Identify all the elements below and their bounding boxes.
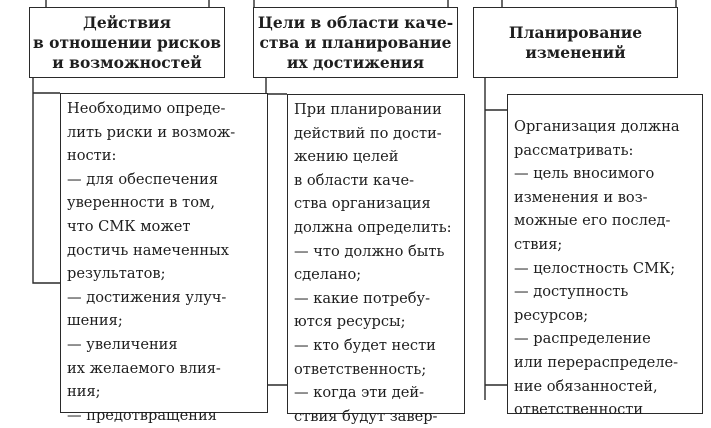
header-risks: Действия в отношении рисков и возможностей <box>29 7 225 78</box>
body-risks: Необходимо опреде- лить риски и возмож- ности: — для обеспечения уверенности в том, что СМК может достичь намеченных результатов; — достижения улуч- шения; — увеличения их желаемого влия- ния; — предотвращения <box>60 93 268 413</box>
body-quality-goals: При планировании действий по дости- жению целей в области каче- ства организация должна определить: — что должно быть сделано; — какие потребу- ются ресурсы; — кто будет нести ответственность; — когда эти дей- ствия будут завер- <box>287 94 465 414</box>
header-quality-goals: Цели в области каче- ства и планирование их достижения <box>253 7 458 78</box>
body-change-planning: Организация должна рассматривать: — цель вносимого изменения и воз- можные его послед- ствия; — целостность СМК; — доступность ресурсов; — распределение или перераспределе- ние обязанностей, ответственности <box>507 94 703 414</box>
connector-col1-bracket <box>33 78 60 283</box>
header-change-planning: Планирование изменений <box>473 7 678 78</box>
